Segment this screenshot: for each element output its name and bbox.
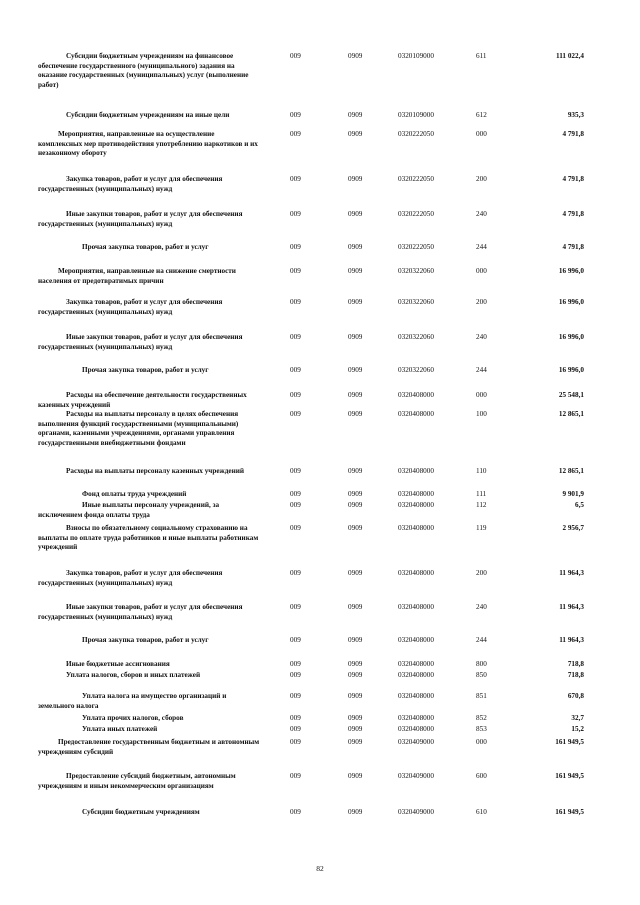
row-section-code: 0909 <box>348 490 363 498</box>
row-expense-type-code: 000 <box>476 130 487 138</box>
row-name: Прочая закупка товаров, работ и услуг <box>82 243 209 251</box>
row-expense-type-code: 111 <box>476 490 487 498</box>
row-amount: 12 865,1 <box>558 410 584 418</box>
row-amount: 12 865,1 <box>558 467 584 475</box>
row-section-code: 0909 <box>348 636 363 644</box>
row-expense-type-code: 800 <box>476 660 487 668</box>
row-name: Иные бюджетные ассигнования <box>66 660 170 668</box>
row-name: Предоставление субсидий бюджетным, автономным учреждениям и иным некоммерческим организациям <box>38 772 236 790</box>
row-section-code: 0909 <box>348 725 363 733</box>
row-amount: 2 956,7 <box>562 524 584 532</box>
row-target-article-code: 0320409000 <box>398 772 434 780</box>
row-target-article-code: 0320222050 <box>398 175 434 183</box>
row-expense-type-code: 200 <box>476 569 487 577</box>
row-target-article-code: 0320322060 <box>398 298 434 306</box>
row-expense-type-code: 853 <box>476 725 487 733</box>
row-name: Прочая закупка товаров, работ и услуг <box>82 636 209 644</box>
row-amount: 935,3 <box>567 111 584 119</box>
row-section-code: 0909 <box>348 467 363 475</box>
row-target-article-code: 0320408000 <box>398 467 434 475</box>
row-name: Расходы на выплаты персоналу казенных учреждений <box>66 467 244 475</box>
row-expense-type-code: 000 <box>476 391 487 399</box>
row-ved-code: 009 <box>290 738 301 746</box>
row-target-article-code: 0320408000 <box>398 603 434 611</box>
row-section-code: 0909 <box>348 175 363 183</box>
row-name: Расходы на выплаты персоналу в целях обеспечения выполнения функций государственными (муниципальными) органами, казенными учреждениями, органами управления государственными внебюджетными фондами <box>38 410 239 447</box>
row-name: Иные закупки товаров, работ и услуг для обеспечения государственных (муниципальных) нужд <box>38 333 243 351</box>
row-amount: 9 901,9 <box>562 490 584 498</box>
row-ved-code: 009 <box>290 636 301 644</box>
row-expense-type-code: 000 <box>476 738 487 746</box>
row-ved-code: 009 <box>290 524 301 532</box>
row-target-article-code: 0320222050 <box>398 210 434 218</box>
row-section-code: 0909 <box>348 391 363 399</box>
row-amount: 4 791,8 <box>562 175 584 183</box>
row-amount: 111 022,4 <box>556 52 584 60</box>
row-name: Закупка товаров, работ и услуг для обеспечения государственных (муниципальных) нужд <box>38 569 223 587</box>
row-amount: 6,5 <box>575 501 584 509</box>
row-section-code: 0909 <box>348 243 363 251</box>
row-section-code: 0909 <box>348 298 363 306</box>
row-name: Расходы на обеспечение деятельности государственных казенных учреждений <box>38 391 247 409</box>
row-target-article-code: 0320222050 <box>398 243 434 251</box>
row-target-article-code: 0320408000 <box>398 391 434 399</box>
row-ved-code: 009 <box>290 267 301 275</box>
row-amount: 16 996,0 <box>558 333 584 341</box>
row-ved-code: 009 <box>290 725 301 733</box>
row-name: Субсидии бюджетным учреждениям на финансовое обеспечение государственного (муниципального) задания на оказание государственных (муниципальных) услуг (выполнение работ) <box>38 52 249 89</box>
row-section-code: 0909 <box>348 410 363 418</box>
row-expense-type-code: 244 <box>476 243 487 251</box>
row-section-code: 0909 <box>348 333 363 341</box>
row-section-code: 0909 <box>348 52 363 60</box>
row-expense-type-code: 610 <box>476 808 487 816</box>
row-ved-code: 009 <box>290 660 301 668</box>
row-name: Взносы по обязательному социальному страхованию на выплаты по оплате труда работников и иные выплаты работникам учреждений <box>38 524 259 552</box>
page-number: 82 <box>316 864 324 873</box>
row-ved-code: 009 <box>290 111 301 119</box>
row-ved-code: 009 <box>290 366 301 374</box>
row-expense-type-code: 200 <box>476 298 487 306</box>
row-ved-code: 009 <box>290 130 301 138</box>
row-expense-type-code: 612 <box>476 111 487 119</box>
row-ved-code: 009 <box>290 671 301 679</box>
row-target-article-code: 0320408000 <box>398 569 434 577</box>
row-target-article-code: 0320408000 <box>398 692 434 700</box>
row-section-code: 0909 <box>348 111 363 119</box>
row-amount: 4 791,8 <box>562 210 584 218</box>
row-name: Уплата прочих налогов, сборов <box>82 714 184 722</box>
row-section-code: 0909 <box>348 501 363 509</box>
row-amount: 32,7 <box>571 714 584 722</box>
row-target-article-code: 0320408000 <box>398 714 434 722</box>
row-section-code: 0909 <box>348 267 363 275</box>
row-amount: 718,8 <box>567 671 584 679</box>
row-ved-code: 009 <box>290 772 301 780</box>
row-ved-code: 009 <box>290 410 301 418</box>
row-section-code: 0909 <box>348 692 363 700</box>
row-amount: 11 964,3 <box>559 569 584 577</box>
row-target-article-code: 0320109000 <box>398 111 434 119</box>
row-name: Уплата иных платежей <box>82 725 158 733</box>
row-amount: 161 949,5 <box>555 772 584 780</box>
row-amount: 670,8 <box>567 692 584 700</box>
row-ved-code: 009 <box>290 210 301 218</box>
row-ved-code: 009 <box>290 175 301 183</box>
row-ved-code: 009 <box>290 808 301 816</box>
row-amount: 4 791,8 <box>562 130 584 138</box>
row-section-code: 0909 <box>348 738 363 746</box>
row-ved-code: 009 <box>290 333 301 341</box>
row-expense-type-code: 110 <box>476 467 487 475</box>
row-target-article-code: 0320408000 <box>398 524 434 532</box>
row-expense-type-code: 112 <box>476 501 487 509</box>
row-name: Мероприятия, направленные на снижение смертности населения от предотвратимых причин <box>38 267 236 285</box>
row-expense-type-code: 611 <box>476 52 487 60</box>
row-ved-code: 009 <box>290 603 301 611</box>
row-target-article-code: 0320408000 <box>398 410 434 418</box>
row-name: Фонд оплаты труда учреждений <box>82 490 187 498</box>
row-target-article-code: 0320322060 <box>398 366 434 374</box>
row-ved-code: 009 <box>290 467 301 475</box>
row-target-article-code: 0320408000 <box>398 490 434 498</box>
row-name: Предоставление государственным бюджетным и автономным учреждениям субсидий <box>38 738 260 756</box>
row-section-code: 0909 <box>348 130 363 138</box>
row-name: Субсидии бюджетным учреждениям на иные цели <box>66 111 230 119</box>
row-ved-code: 009 <box>290 692 301 700</box>
row-expense-type-code: 000 <box>476 267 487 275</box>
row-ved-code: 009 <box>290 52 301 60</box>
row-expense-type-code: 600 <box>476 772 487 780</box>
row-name: Иные закупки товаров, работ и услуг для обеспечения государственных (муниципальных) нужд <box>38 210 243 228</box>
row-target-article-code: 0320409000 <box>398 738 434 746</box>
row-ved-code: 009 <box>290 391 301 399</box>
row-expense-type-code: 850 <box>476 671 487 679</box>
row-section-code: 0909 <box>348 366 363 374</box>
row-section-code: 0909 <box>348 524 363 532</box>
row-target-article-code: 0320222050 <box>398 130 434 138</box>
row-name: Иные выплаты персоналу учреждений, за исключением фонда оплаты труда <box>38 501 220 519</box>
row-ved-code: 009 <box>290 243 301 251</box>
row-amount: 16 996,0 <box>558 366 584 374</box>
row-target-article-code: 0320408000 <box>398 636 434 644</box>
row-expense-type-code: 851 <box>476 692 487 700</box>
row-target-article-code: 0320409000 <box>398 808 434 816</box>
row-section-code: 0909 <box>348 808 363 816</box>
row-amount: 11 964,3 <box>559 603 584 611</box>
row-amount: 16 996,0 <box>558 267 584 275</box>
row-expense-type-code: 244 <box>476 636 487 644</box>
row-name: Прочая закупка товаров, работ и услуг <box>82 366 209 374</box>
row-amount: 15,2 <box>571 725 584 733</box>
row-ved-code: 009 <box>290 714 301 722</box>
row-target-article-code: 0320408000 <box>398 660 434 668</box>
row-section-code: 0909 <box>348 714 363 722</box>
row-name: Закупка товаров, работ и услуг для обеспечения государственных (муниципальных) нужд <box>38 175 223 193</box>
row-expense-type-code: 852 <box>476 714 487 722</box>
row-amount: 161 949,5 <box>555 738 584 746</box>
row-name: Субсидии бюджетным учреждениям <box>82 808 200 816</box>
row-amount: 718,8 <box>567 660 584 668</box>
row-section-code: 0909 <box>348 772 363 780</box>
row-amount: 16 996,0 <box>558 298 584 306</box>
row-section-code: 0909 <box>348 603 363 611</box>
row-expense-type-code: 240 <box>476 603 487 611</box>
row-section-code: 0909 <box>348 569 363 577</box>
row-name: Уплата налогов, сборов и иных платежей <box>66 671 201 679</box>
row-expense-type-code: 240 <box>476 333 487 341</box>
row-name: Иные закупки товаров, работ и услуг для обеспечения государственных (муниципальных) нужд <box>38 603 243 621</box>
row-ved-code: 009 <box>290 569 301 577</box>
row-target-article-code: 0320408000 <box>398 671 434 679</box>
row-target-article-code: 0320322060 <box>398 267 434 275</box>
row-target-article-code: 0320109000 <box>398 52 434 60</box>
row-amount: 4 791,8 <box>562 243 584 251</box>
row-amount: 161 949,5 <box>555 808 584 816</box>
row-ved-code: 009 <box>290 298 301 306</box>
row-name: Уплата налога на имущество организаций и земельного налога <box>38 692 227 710</box>
row-expense-type-code: 100 <box>476 410 487 418</box>
row-section-code: 0909 <box>348 210 363 218</box>
row-expense-type-code: 119 <box>476 524 487 532</box>
row-target-article-code: 0320408000 <box>398 501 434 509</box>
row-amount: 11 964,3 <box>559 636 584 644</box>
row-target-article-code: 0320322060 <box>398 333 434 341</box>
row-ved-code: 009 <box>290 490 301 498</box>
row-amount: 25 548,1 <box>558 391 584 399</box>
row-section-code: 0909 <box>348 671 363 679</box>
row-section-code: 0909 <box>348 660 363 668</box>
row-name: Закупка товаров, работ и услуг для обеспечения государственных (муниципальных) нужд <box>38 298 223 316</box>
row-target-article-code: 0320408000 <box>398 725 434 733</box>
row-expense-type-code: 200 <box>476 175 487 183</box>
row-expense-type-code: 244 <box>476 366 487 374</box>
row-expense-type-code: 240 <box>476 210 487 218</box>
row-name: Мероприятия, направленные на осуществление комплексных мер противодействия употреблению наркотиков и их незаконному обороту <box>38 130 258 158</box>
row-ved-code: 009 <box>290 501 301 509</box>
